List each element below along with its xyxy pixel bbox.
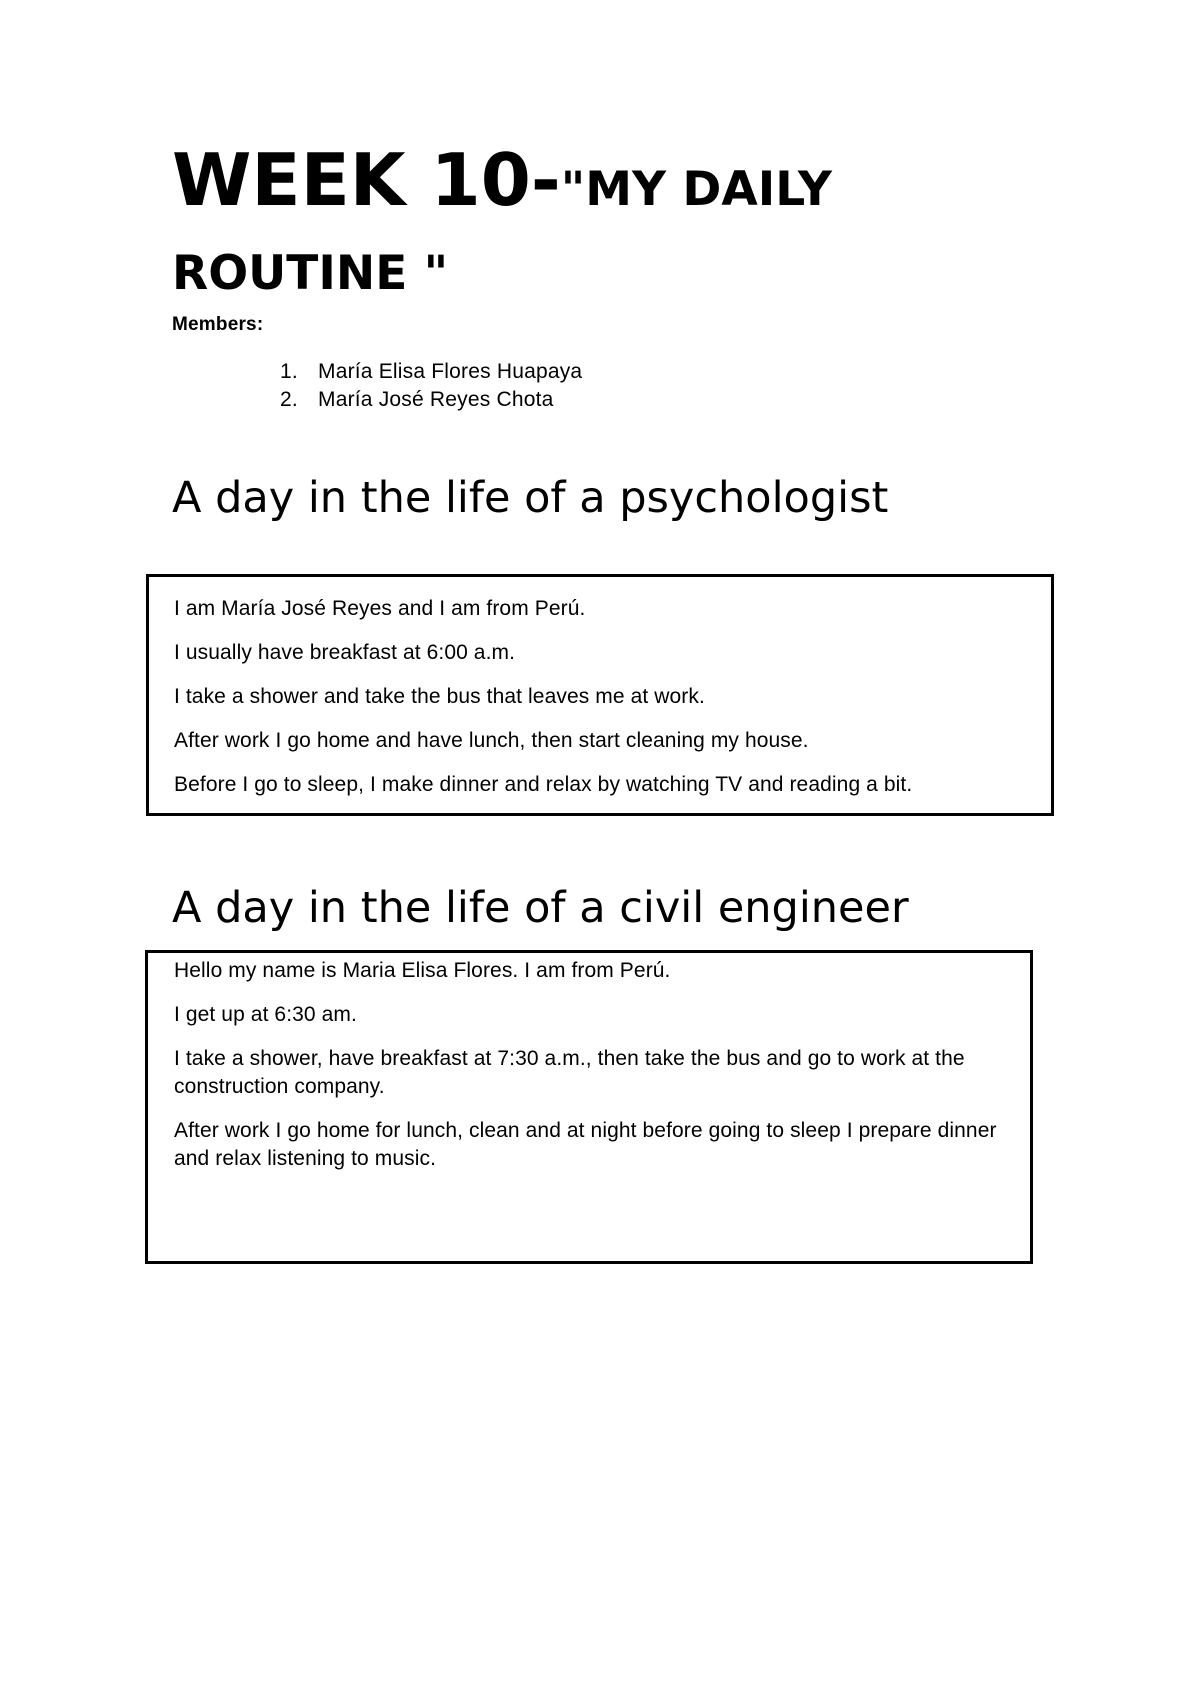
member-name: María Elisa Flores Huapaya: [318, 360, 583, 383]
member-item: [280, 386, 582, 414]
paragraph: I am María José Reyes and I am from Perú.: [174, 597, 586, 620]
paragraph: I take a shower, have breakfast at 7:30 a.m., then take the bus and go to work at the construction company.: [174, 1047, 965, 1098]
member-name: María José Reyes Chota: [318, 388, 554, 411]
member-number: 1.: [280, 360, 298, 383]
paragraph: I get up at 6:30 am.: [174, 1003, 357, 1026]
section-heading-psychologist: A day in the life of a psychologist: [172, 473, 889, 523]
section-heading-civil-engineer: A day in the life of a civil engineer: [172, 883, 909, 933]
members-label: Members:: [172, 314, 264, 335]
paragraph: Hello my name is Maria Elisa Flores. I am from Perú.: [174, 959, 671, 982]
paragraph: I take a shower and take the bus that leaves me at work.: [174, 685, 705, 708]
title-topic: "MY DAILY ROUTINE ": [172, 162, 832, 301]
member-number: 2.: [280, 388, 298, 411]
paragraph: Before I go to sleep, I make dinner and relax by watching TV and reading a bit.: [174, 773, 913, 796]
members-list: [280, 358, 582, 414]
title-week: WEEK 10-: [172, 138, 561, 222]
page-title: [172, 140, 972, 318]
psychologist-text-box: [146, 574, 1054, 816]
paragraph: After work I go home and have lunch, then start cleaning my house.: [174, 729, 809, 752]
civil-engineer-text-box: [145, 950, 1033, 1264]
member-item: [280, 358, 582, 386]
paragraph: I usually have breakfast at 6:00 a.m.: [174, 641, 516, 664]
paragraph: After work I go home for lunch, clean and at night before going to sleep I prepare dinner and relax listening to music.: [174, 1119, 997, 1170]
